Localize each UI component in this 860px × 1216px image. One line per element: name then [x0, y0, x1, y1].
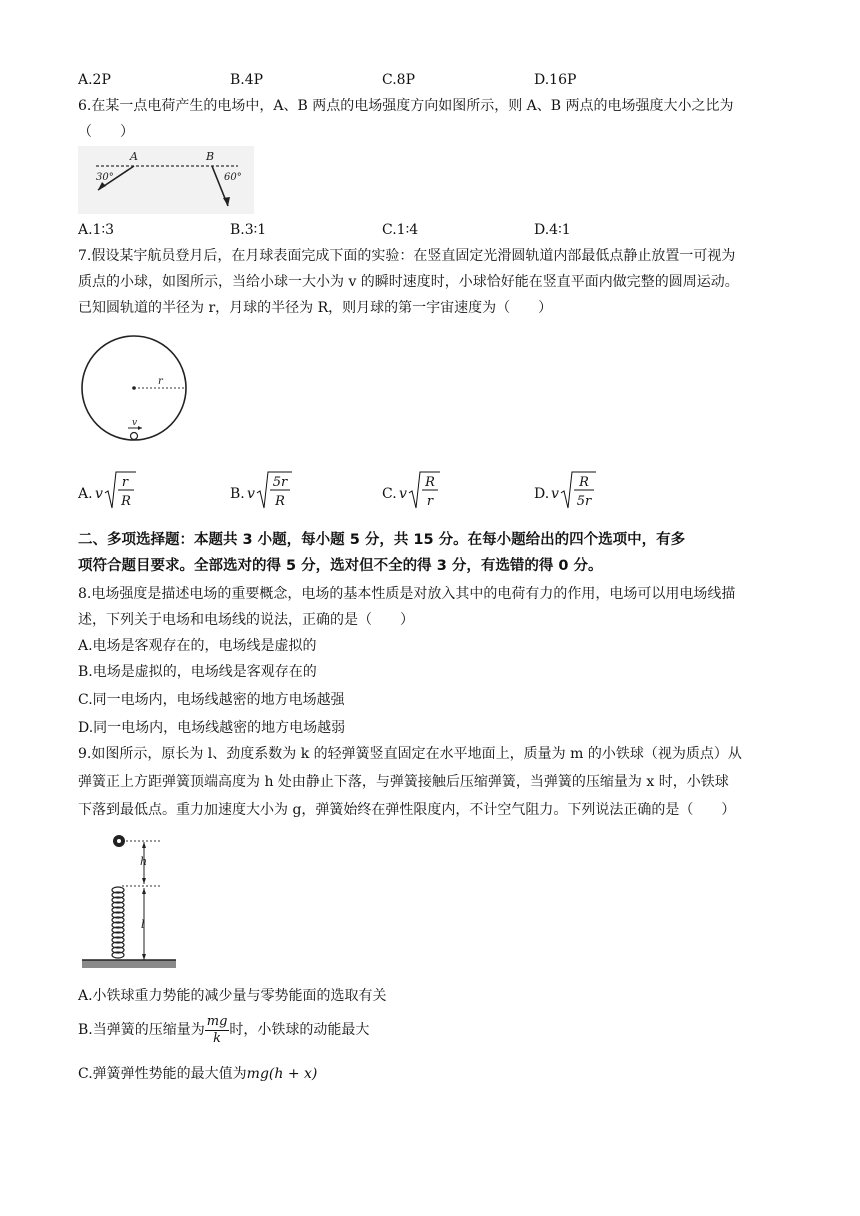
q7-circle-track-figure: [78, 334, 194, 446]
q9-stem-line-3: 下落到最低点。重力加速度大小为 g，弹簧始终在弹性限度内，不计空气阻力。下列说法正确的是（ ）: [78, 802, 736, 818]
svg-text:r: r: [426, 494, 434, 509]
svg-text:r: r: [121, 475, 129, 490]
q7-option-b: [230, 468, 350, 518]
svg-text:R: R: [425, 475, 435, 490]
svg-text:D.: D.: [534, 486, 550, 502]
svg-text:5r: 5r: [576, 494, 592, 509]
q7-stem-line-2: 质点的小球，如图所示，当给小球一大小为 v 的瞬时速度时，小球恰好能在竖直平面内做完整的圆周运动。: [78, 274, 739, 290]
q6-paren: （ ）: [78, 124, 134, 140]
q8-stem-line-2: 述，下列关于电场和电场线的说法，正确的是（ ）: [78, 612, 414, 628]
q7-option-d: [534, 468, 654, 518]
q7-option-c: [382, 468, 502, 518]
q6-option-b: B.3∶1: [230, 222, 267, 238]
q8-option-c: C.同一电场内，电场线越密的地方电场越强: [78, 692, 345, 708]
q5-option-d: D.16P: [534, 72, 577, 88]
q7-option-a: [78, 468, 198, 518]
q8-option-d: D.同一电场内，电场线越密的地方电场越弱: [78, 720, 346, 736]
q6-field-figure: [78, 146, 254, 214]
svg-text:R: R: [579, 475, 589, 490]
section2-header-line-1: 二、多项选择题：本题共 3 小题，每小题 5 分，共 15 分。在每小题给出的四个选项中，有多: [78, 532, 686, 548]
q6-option-d: D.4∶1: [534, 222, 571, 238]
q6-options: [78, 220, 778, 240]
q6-point-b-label: B: [206, 150, 215, 163]
q9-length-label: l: [141, 918, 145, 931]
svg-text:v: v: [399, 486, 407, 502]
section2-header-line-2: 项符合题目要求。全部选对的得 5 分，选对但不全的得 3 分，有选错的得 0 分。: [78, 558, 603, 574]
svg-text:R: R: [275, 494, 285, 509]
q7-options: [78, 468, 778, 518]
q9-stem-line-1: 9.如图所示，原长为 l、劲度系数为 k 的轻弹簧竖直固定在水平地面上，质量为 m 的小铁球（视为质点）从: [78, 746, 742, 762]
q6-option-a: A.1∶3: [78, 222, 115, 238]
svg-text:v: v: [95, 486, 103, 502]
q5-option-b: B.4P: [230, 72, 264, 88]
q7-velocity-label: v: [132, 418, 138, 428]
svg-text:R: R: [121, 494, 131, 509]
q6-angle-a: 30°: [96, 172, 114, 183]
svg-text:B.: B.: [230, 486, 245, 502]
q7-radius-label: r: [158, 376, 163, 387]
q5-options: [78, 70, 778, 90]
q8-option-a: A.电场是客观存在的，电场线是虚拟的: [78, 638, 317, 654]
q6-angle-b: 60°: [224, 172, 242, 183]
q9-option-c: C.弹簧弹性势能的最大值为mg(h + x): [78, 1066, 318, 1082]
q7-stem-line-1: 7.假设某宇航员登月后，在月球表面完成下面的实验：在竖直固定光滑圆轨道内部最低点静止放置一可视为: [78, 248, 736, 264]
svg-text:v: v: [247, 486, 255, 502]
q9-option-a: A.小铁球重力势能的减少量与零势能面的选取有关: [78, 988, 387, 1004]
q9-height-label: h: [140, 855, 148, 868]
q9-option-b: B.当弹簧的压缩量为 $\frac{mg}{k}$ 时，小铁球的动能最大: [78, 1013, 370, 1046]
q6-option-c: C.1∶4: [382, 222, 419, 238]
q9-spring-coils: [112, 887, 124, 958]
q9-stem-line-2: 弹簧正上方距弹簧顶端高度为 h 处由静止下落，与弹簧接触后压缩弹簧，当弹簧的压缩量为 x 时，小铁球: [78, 774, 729, 790]
q8-option-b: B.电场是虚拟的，电场线是客观存在的: [78, 664, 317, 680]
q5-option-a: A.2P: [78, 72, 111, 88]
q5-option-c: C.8P: [382, 72, 415, 88]
q7-stem-line-3: 已知圆轨道的半径为 r，月球的半径为 R，则月球的第一宇宙速度为（ ）: [78, 300, 553, 316]
q8-stem-line-1: 8.电场强度是描述电场的重要概念，电场的基本性质是对放入其中的电荷有力的作用，电场可以用电场线描: [78, 586, 736, 602]
svg-text:A.: A.: [78, 486, 93, 502]
svg-text:C.: C.: [382, 486, 397, 502]
q6-point-a-label: A: [130, 150, 138, 163]
q9-spring-figure: [78, 828, 180, 972]
svg-text:5r: 5r: [272, 475, 288, 490]
q6-stem: 6.在某一点电荷产生的电场中，A、B 两点的电场强度方向如图所示，则 A、B 两点的电场强度大小之比为: [78, 98, 734, 114]
svg-text:v: v: [551, 486, 559, 502]
